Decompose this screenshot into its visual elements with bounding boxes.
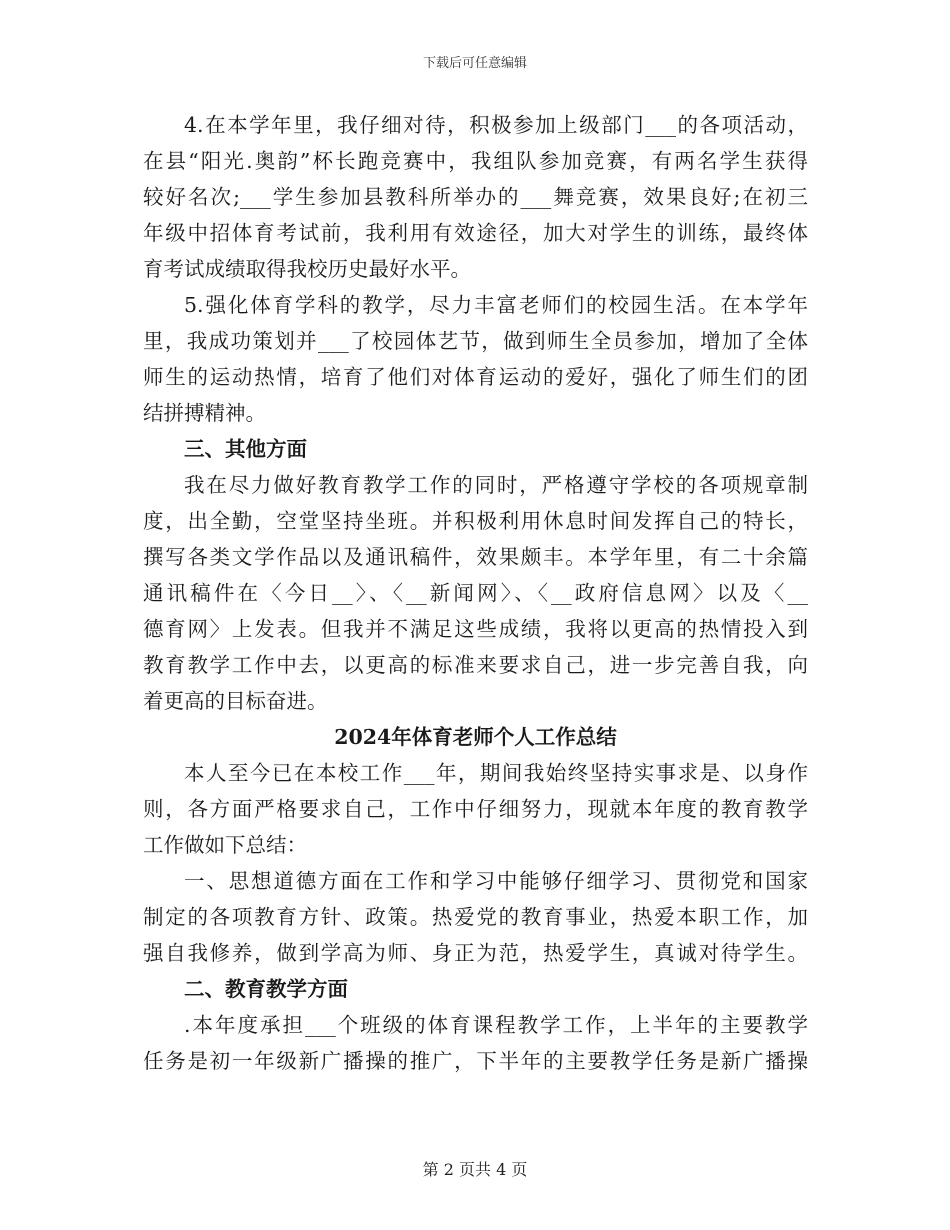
text-line: 年级中招体育考试前，我利用有效途径，加大对学生的训练，最终体 bbox=[143, 221, 808, 245]
text-line: 度，出全勤，空堂坚持坐班。并积极利用休息时间发挥自己的特长， bbox=[143, 509, 808, 533]
text-line: 通讯稿件在〈今日__〉、〈__新闻网〉、〈__政府信息网〉以及〈__ bbox=[143, 581, 808, 605]
text-line: 着更高的目标奋进。 bbox=[143, 689, 328, 713]
text-line: 4.在本学年里，我仔细对待，积极参加上级部门___的各项活动， bbox=[184, 113, 808, 137]
text-line: 我在尽力做好教育教学工作的同时，严格遵守学校的各项规章制 bbox=[184, 473, 808, 497]
text-line: 5.强化体育学科的教学，尽力丰富老师们的校园生活。在本学年 bbox=[184, 293, 808, 317]
document-title: 2024年体育老师个人工作总结 bbox=[334, 725, 617, 749]
text-line: 在县“阳光.奥韵”杯长跑竞赛中，我组队参加竞赛，有两名学生获得 bbox=[143, 149, 808, 173]
text-line: 本人至今已在本校工作___年，期间我始终坚持实事求是、以身作 bbox=[184, 761, 808, 785]
section-heading: 三、其他方面 bbox=[184, 437, 307, 461]
text-line: 较好名次;___学生参加县教科所举办的___舞竞赛，效果良好;在初三 bbox=[143, 185, 808, 209]
text-line: 制定的各项教育方针、政策。热爱党的教育事业，热爱本职工作，加 bbox=[143, 905, 808, 929]
section-heading: 二、教育教学方面 bbox=[184, 977, 348, 1001]
text-line: 师生的运动热情，培育了他们对体育运动的爱好，强化了师生们的团 bbox=[143, 365, 808, 389]
text-line: .本年度承担___个班级的体育课程教学工作，上半年的主要教学 bbox=[184, 1013, 808, 1037]
text-line: 工作做如下总结： bbox=[143, 833, 307, 857]
text-line: 一、思想道德方面在工作和学习中能够仔细学习、贯彻党和国家 bbox=[184, 869, 808, 893]
document-body bbox=[143, 108, 808, 1080]
text-line: 撰写各类文学作品以及通讯稿件，效果颇丰。本学年里，有二十余篇 bbox=[143, 545, 808, 569]
text-line: 则，各方面严格要求自己，工作中仔细努力，现就本年度的教育教学 bbox=[143, 797, 808, 821]
text-line: 育考试成绩取得我校历史最好水平。 bbox=[143, 257, 471, 281]
text-line: 里，我成功策划并___了校园体艺节，做到师生全员参加，增加了全体 bbox=[143, 329, 808, 353]
text-line: 强自我修养，做到学高为师、身正为范，热爱学生，真诚对待学生。 bbox=[143, 941, 808, 965]
page-header: 下载后可任意编辑 bbox=[422, 56, 527, 71]
text-line: 任务是初一年级新广播操的推广，下半年的主要教学任务是新广播操 bbox=[143, 1049, 808, 1073]
text-line: 结拼搏精神。 bbox=[143, 401, 266, 425]
text-line: 教育教学工作中去，以更高的标准来要求自己，进一步完善自我，向 bbox=[143, 653, 808, 677]
page-footer: 第 2 页共 4 页 bbox=[422, 1160, 528, 1179]
text-line: 德育网〉上发表。但我并不满足这些成绩，我将以更高的热情投入到 bbox=[143, 617, 808, 641]
